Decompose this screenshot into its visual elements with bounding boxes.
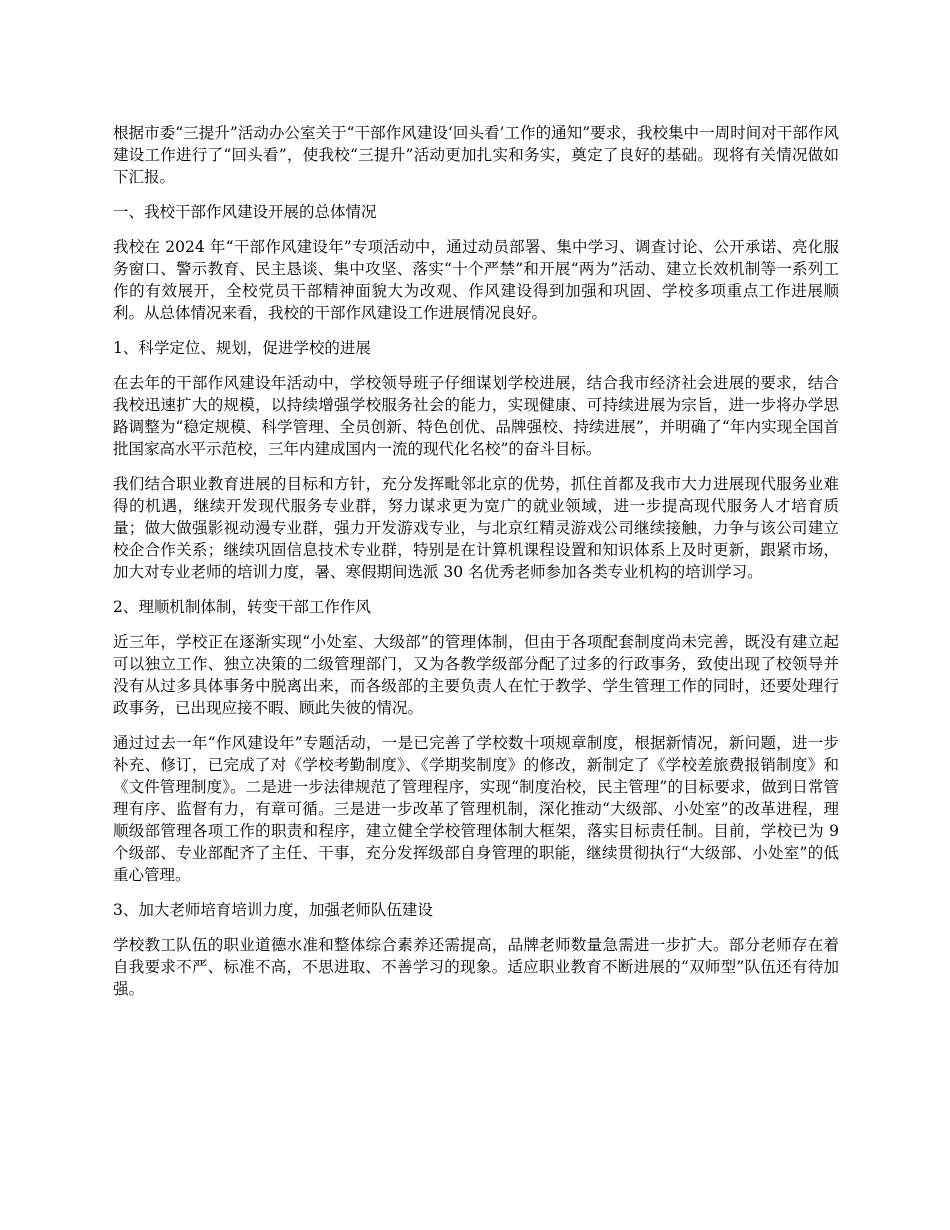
teacher-training-paragraph: 学校教工队伍的职业道德水准和整体综合素养还需提高，品牌老师数量急需进一步扩大。部分老师存在着自我要求不严、标准不高，不思进取、不善学习的现象。适应职业教育不断进展的“双师型”队伍还有待加强。 xyxy=(113,936,839,998)
subheading-teacher-training: 3、加大老师培育培训力度，加强老师队伍建设 xyxy=(113,901,433,919)
overall-paragraph: 我校在 2024 年“干部作风建设年”专项活动中，通过动员部署、集中学习、调查讨论、公开承诺、亮化服务窗口、警示教育、民主恳谈、集中攻坚、落实“十个严禁”和开展“两为”活动、建立长效机制等一系列工作的有效展开，全校党员干部精神面貌大为改观、作风建设得到加强和巩固、学校多项重点工作进展顺利。从总体情况来看，我校的干部作风建设工作进展情况良好。 xyxy=(113,238,839,322)
subheading-mechanism: 2、理顺机制体制，转变干部工作作风 xyxy=(113,598,371,616)
mechanism-paragraph-2: 通过过去一年“作风建设年”专题活动，一是已完善了学校数十项规章制度，根据新情况，新问题，进一步补充、修订，已完成了对《学校考勤制度》、《学期奖制度》的修改，新制定了《学校差旅费报销制度》和《文件管理制度》。二是进一步法律规范了管理程序，实现“制度治校，民主管理”的目标要求，做到日常管理有序、监督有力，有章可循。三是进一步改革了管理机制，深化推动“大级部、小处室”的改革进程，理顺级部管理各项工作的职责和程序，建立健全学校管理体制大框架，落实目标责任制。目前，学校已为 9 个级部、专业部配齐了主任、干事，充分发挥级部自身管理的职能，继续贯彻执行“大级部、小处室”的低重心管理。 xyxy=(113,734,839,884)
planning-paragraph-1: 在去年的干部作风建设年活动中，学校领导班子仔细谋划学校进展，结合我市经济社会进展的要求，结合我校迅速扩大的规模，以持续增强学校服务社会的能力，实现健康、可持续进展为宗旨，进一步将办学思路调整为“稳定规模、科学管理、全员创新、特色创优、品牌强校、持续进展”，并明确了“年内实现全国首批国家高水平示范校，三年内建成国内一流的现代化名校”的奋斗目标。 xyxy=(113,374,839,458)
mechanism-paragraph-1: 近三年，学校正在逐渐实现“小处室、大级部”的管理体制，但由于各项配套制度尚未完善，既没有建立起可以独立工作、独立决策的二级管理部门，又为各教学级部分配了过多的行政事务，致使出现了校领导并没有从过多具体事务中脱离出来，而各级部的主要负责人在忙于教学、学生管理工作的同时，还要处理行政事务，已出现应接不暇、顾此失彼的情况。 xyxy=(113,633,839,717)
subheading-planning: 1、科学定位、规划，促进学校的进展 xyxy=(113,339,371,357)
intro-paragraph: 根据市委“三提升”活动办公室关于“干部作风建设‘回头看’工作的通知”要求，我校集中一周时间对干部作风建设工作进行了“回头看”，使我校“三提升”活动更加扎实和务实，奠定了良好的基础。现将有关情况做如下汇报。 xyxy=(113,124,839,186)
planning-paragraph-2: 我们结合职业教育进展的目标和方针，充分发挥毗邻北京的优势，抓住首都及我市大力进展现代服务业难得的机遇，继续开发现代服务专业群，努力谋求更为宽广的就业领域，进一步提高现代服务人才培育质量；做大做强影视动漫专业群，强力开发游戏专业，与北京红精灵游戏公司继续接触，力争与该公司建立校企合作关系；继续巩固信息技术专业群，特别是在计算机课程设置和知识体系上及时更新，跟紧市场，加大对专业老师的培训力度，暑、寒假期间选派 30 名优秀老师参加各类专业机构的培训学习。 xyxy=(113,475,839,581)
section-heading-overall: 一、我校干部作风建设开展的总体情况 xyxy=(113,203,377,221)
document-body xyxy=(113,122,839,1013)
